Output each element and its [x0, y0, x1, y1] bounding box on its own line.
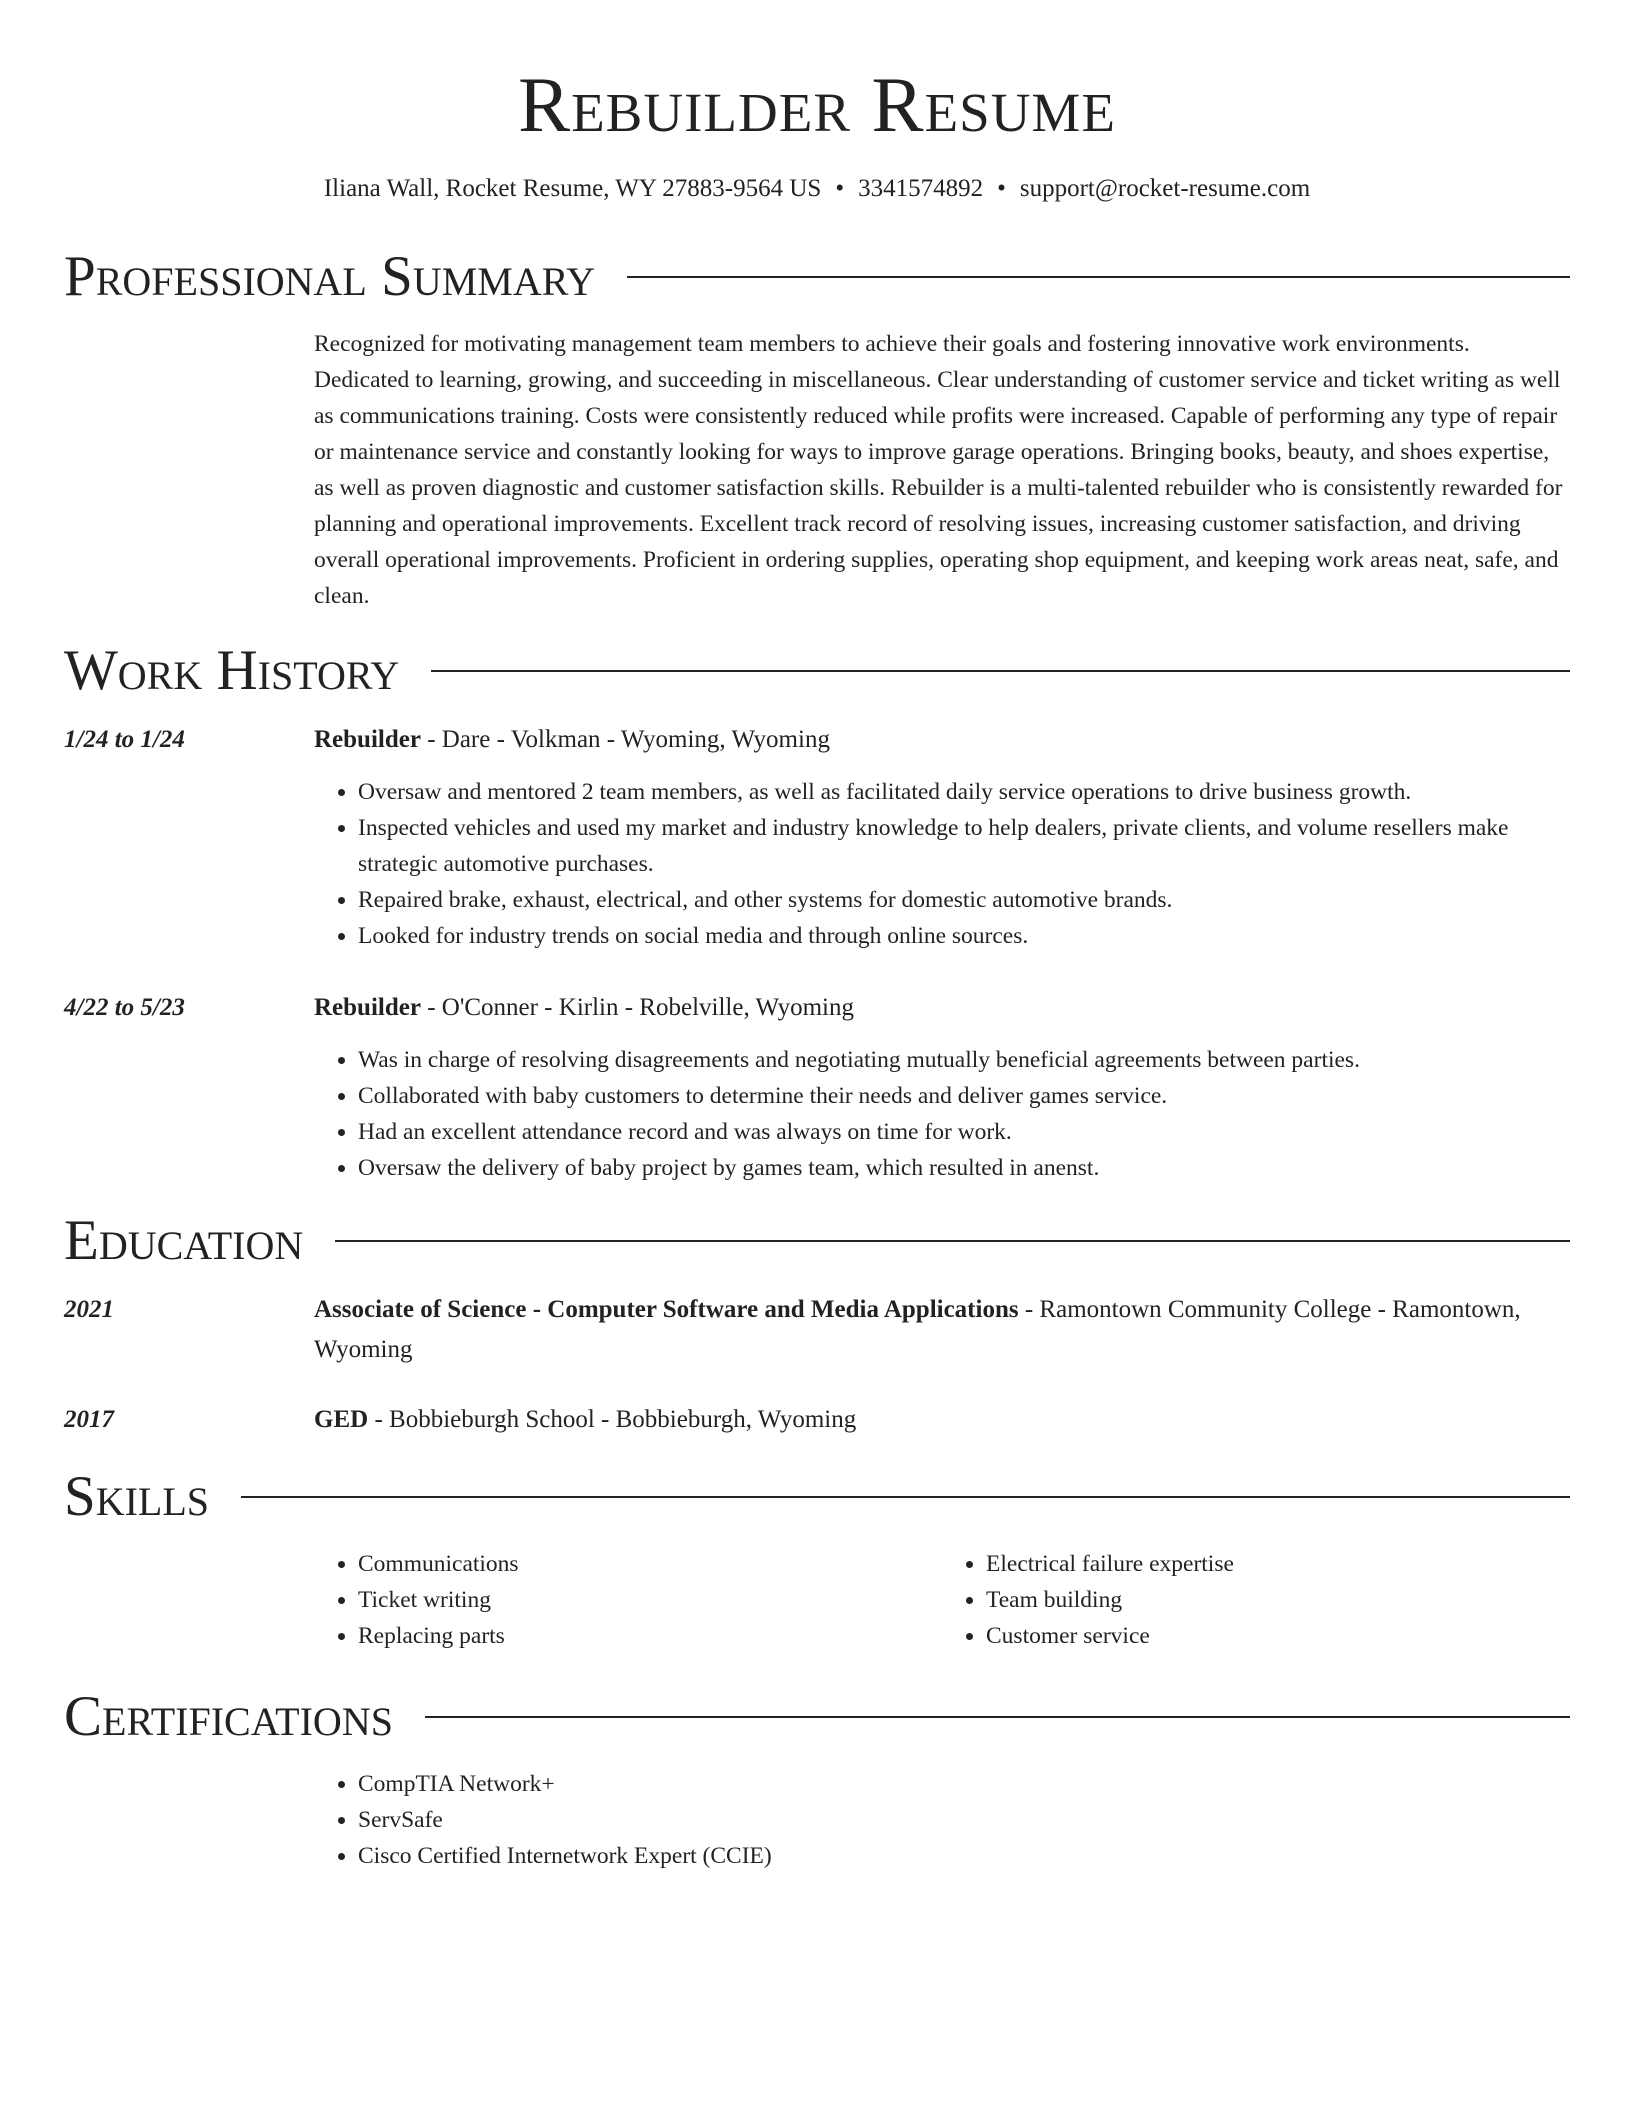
education-body: [314, 1400, 1570, 1440]
education-degree: Associate of Science - Computer Software and Media Applications: [314, 1296, 1019, 1323]
summary-section-header: [64, 242, 1570, 312]
job-details: - O'Conner - Kirlin - Robelville, Wyoming: [420, 994, 854, 1021]
education-details: - Ramontown Community College - Ramontown, Wyoming: [314, 1296, 1521, 1363]
skills-section-header: [64, 1462, 1570, 1532]
certifications-bullets: [314, 1766, 1570, 1874]
skill-item: • Customer service: [986, 1618, 1570, 1654]
contact-separator: •: [997, 175, 1006, 202]
section-divider: [431, 670, 1570, 672]
job-role: Rebuilder: [314, 726, 421, 753]
certification-item: • ServSafe: [358, 1802, 1570, 1838]
section-divider: [335, 1240, 1570, 1242]
job-bullet: • Inspected vehicles and used my market and industry knowledge to help dealers, private clients, and volume resellers make strategic automotive purchases.: [358, 810, 1570, 882]
education-year: 2021: [64, 1296, 114, 1323]
certification-item: • Cisco Certified Internetwork Expert (CCIE): [358, 1838, 1570, 1874]
education-section-header: [64, 1206, 1570, 1276]
job-bullets: [314, 774, 1570, 954]
contact-separator: •: [835, 175, 845, 202]
certifications-section-title: Certifications: [64, 1685, 393, 1748]
job-bullet: • Had an excellent attendance record and was always on time for work.: [358, 1114, 1570, 1150]
education-section-title: Education: [64, 1209, 304, 1272]
work-section-header: [64, 636, 1570, 706]
skills-list-right: [942, 1546, 1570, 1654]
certifications-section-header: [64, 1682, 1570, 1752]
job-bullet: • Repaired brake, exhaust, electrical, and other systems for domestic automotive brands.: [358, 882, 1570, 918]
skill-item: • Electrical failure expertise: [986, 1546, 1570, 1582]
job-bullet: • Oversaw the delivery of baby project by games team, which resulted in anenst.: [358, 1150, 1570, 1186]
skills-section-title: Skills: [64, 1465, 210, 1528]
education-body: [314, 1290, 1570, 1370]
skill-item: • Team building: [986, 1582, 1570, 1618]
certifications-list: [314, 1766, 1570, 1874]
job-title-line: [314, 988, 1570, 1028]
education-line: [314, 1400, 1570, 1440]
job-entry: [64, 720, 1570, 954]
education-entry: [64, 1400, 1570, 1440]
skills-list-left: [314, 1546, 942, 1654]
education-details: - Bobbieburgh School - Bobbieburgh, Wyoming: [368, 1406, 857, 1433]
contact-phone: 3341574892: [858, 175, 984, 202]
job-entry: [64, 988, 1570, 1186]
job-body: [314, 720, 1570, 954]
job-bullet: • Was in charge of resolving disagreements and negotiating mutually beneficial agreements between parties.: [358, 1042, 1570, 1078]
job-body: [314, 988, 1570, 1186]
section-divider: [241, 1496, 1570, 1498]
skill-item: • Communications: [358, 1546, 942, 1582]
summary-text: Recognized for motivating management team members to achieve their goals and fostering innovative work environments. Dedicated to learning, growing, and succeeding in miscellaneous. Clear understanding of customer service and ticket writing as well as communications training. Costs were consistently reduced while profits were increased. Capable of performing any type of repair or maintenance service and constantly looking for ways to improve garage operations. Bringing books, beauty, and shoes expertise, as well as proven diagnostic and customer satisfaction skills. Rebuilder is a multi-talented rebuilder who is consistently rewarded for planning and operational improvements. Excellent track record of resolving issues, increasing customer satisfaction, and driving overall operational improvements. Proficient in ordering supplies, operating shop equipment, and keeping work areas neat, safe, and clean.: [314, 331, 1563, 609]
job-details: - Dare - Volkman - Wyoming, Wyoming: [420, 726, 830, 753]
skill-item: • Ticket writing: [358, 1582, 942, 1618]
job-bullet: • Looked for industry trends on social media and through online sources.: [358, 918, 1570, 954]
skills-grid: [314, 1546, 1570, 1654]
contact-line: [64, 172, 1570, 206]
job-dates: 1/24 to 1/24: [64, 726, 185, 753]
certification-item: • CompTIA Network+: [358, 1766, 1570, 1802]
job-bullets: [314, 1042, 1570, 1186]
resume-name: Rebuilder Resume: [518, 61, 1116, 148]
education-degree: GED: [314, 1406, 369, 1433]
job-bullet: • Oversaw and mentored 2 team members, as well as facilitated daily service operations to drive business growth.: [358, 774, 1570, 810]
education-entry: [64, 1290, 1570, 1370]
section-divider: [425, 1716, 1570, 1718]
education-year: 2017: [64, 1406, 114, 1433]
job-bullet: • Collaborated with baby customers to determine their needs and deliver games service.: [358, 1078, 1570, 1114]
work-section-title: Work History: [64, 639, 400, 702]
job-dates: 4/22 to 5/23: [64, 994, 185, 1021]
education-line: [314, 1290, 1570, 1370]
summary-section-title: Professional Summary: [64, 245, 596, 308]
job-title-line: [314, 720, 1570, 760]
skill-item: • Replacing parts: [358, 1618, 942, 1654]
job-role: Rebuilder: [314, 994, 421, 1021]
contact-address: Iliana Wall, Rocket Resume, WY 27883-9564 US: [323, 175, 822, 202]
section-divider: [627, 276, 1570, 278]
contact-email: support@rocket-resume.com: [1019, 175, 1311, 202]
